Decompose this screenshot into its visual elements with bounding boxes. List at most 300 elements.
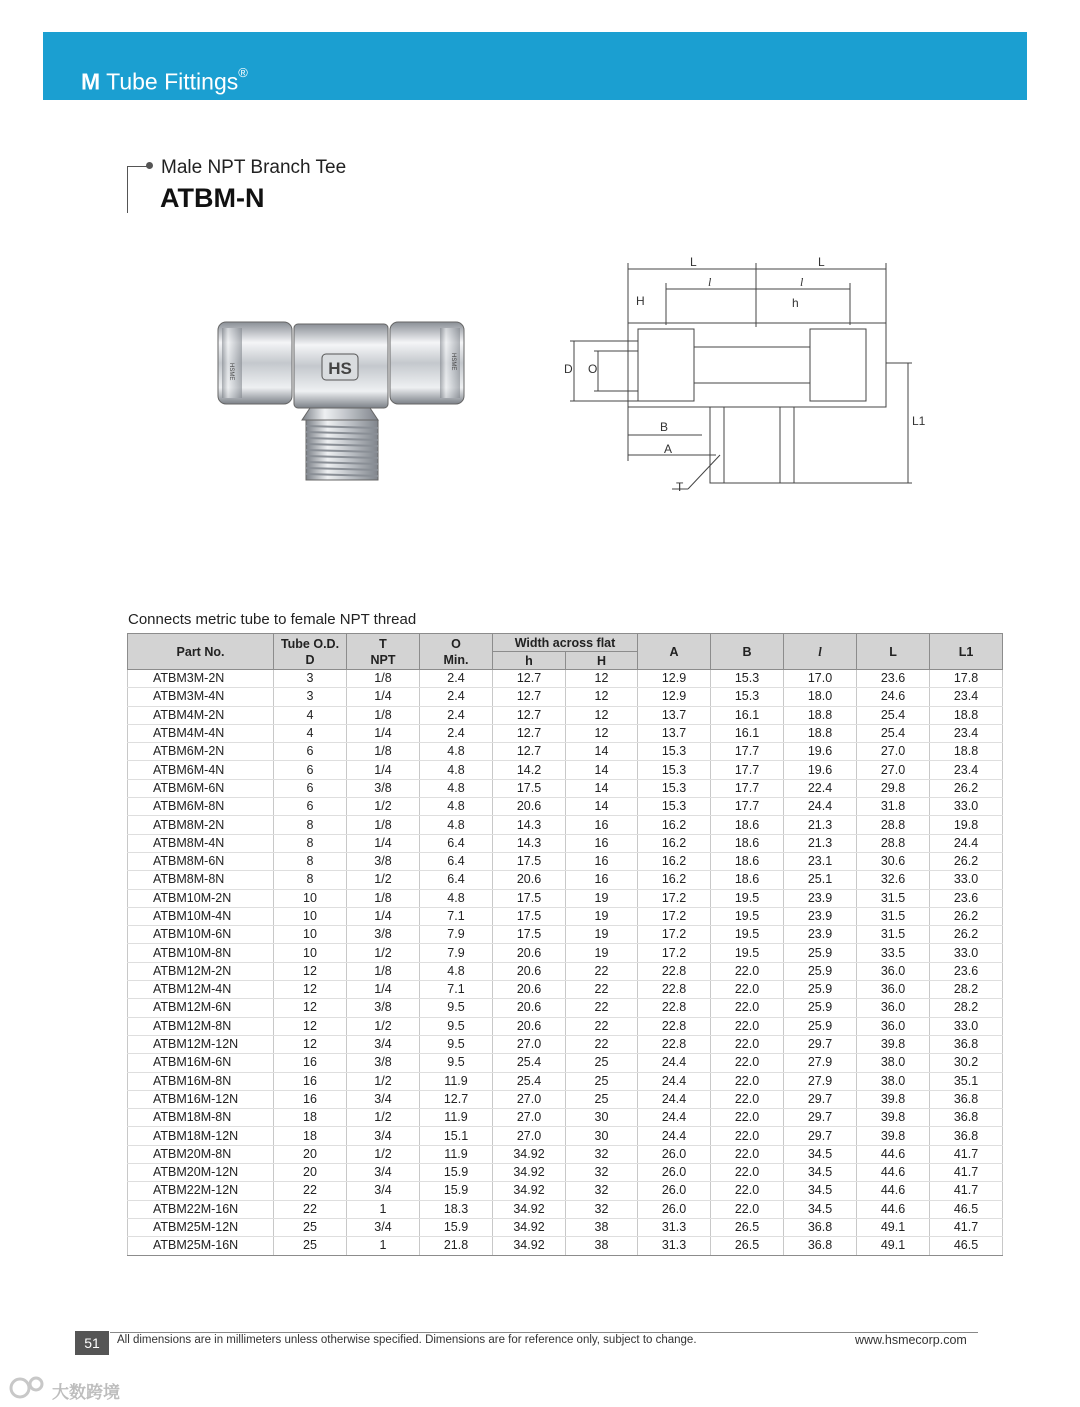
table-cell: 26.2 <box>930 779 1003 797</box>
table-cell: 1/8 <box>347 670 420 688</box>
footer-url: www.hsmecorp.com <box>855 1333 967 1347</box>
photo-marking-left: HSME <box>228 363 234 381</box>
table-cell: 22.0 <box>711 1145 784 1163</box>
table-cell: 16.1 <box>711 724 784 742</box>
table-cell: 29.7 <box>784 1090 857 1108</box>
table-cell: 23.9 <box>784 907 857 925</box>
table-cell: 26.2 <box>930 926 1003 944</box>
table-cell: 27.9 <box>784 1054 857 1072</box>
table-cell: 24.4 <box>784 798 857 816</box>
table-cell: 22.8 <box>638 1017 711 1035</box>
table-cell: 17.7 <box>711 779 784 797</box>
part-number-cell: ATBM16M-8N <box>128 1072 274 1090</box>
table-cell: 11.9 <box>420 1109 493 1127</box>
table-cell: 6 <box>274 798 347 816</box>
table-caption: Connects metric tube to female NPT thread <box>128 611 417 628</box>
table-cell: 24.6 <box>857 688 930 706</box>
table-cell: 3/4 <box>347 1182 420 1200</box>
table-row <box>128 962 1003 980</box>
table-cell: 19.5 <box>711 926 784 944</box>
table-cell: 10 <box>274 889 347 907</box>
spec-table-body <box>128 670 1003 1256</box>
table-cell: 6.4 <box>420 834 493 852</box>
part-number-cell: ATBM3M-4N <box>128 688 274 706</box>
table-cell: 31.3 <box>638 1237 711 1255</box>
drawing-label-H: H <box>636 294 645 308</box>
table-cell: 34.5 <box>784 1145 857 1163</box>
table-cell: 32 <box>566 1182 638 1200</box>
table-cell: 18.8 <box>930 706 1003 724</box>
table-cell: 25.9 <box>784 1017 857 1035</box>
table-cell: 30.2 <box>930 1054 1003 1072</box>
table-cell: 24.4 <box>638 1072 711 1090</box>
table-cell: 14.3 <box>493 816 566 834</box>
col-header-t <box>347 634 420 670</box>
table-cell: 44.6 <box>857 1164 930 1182</box>
table-cell: 31.5 <box>857 889 930 907</box>
table-cell: 2.4 <box>420 688 493 706</box>
table-cell: 19.6 <box>784 761 857 779</box>
title-bracket <box>127 166 148 213</box>
table-cell: 15.3 <box>638 761 711 779</box>
table-cell: 18.0 <box>784 688 857 706</box>
table-row <box>128 779 1003 797</box>
header-title-text: Tube Fittings <box>106 68 239 95</box>
table-row <box>128 1218 1003 1236</box>
table-cell: 23.9 <box>784 926 857 944</box>
table-cell: 36.8 <box>930 1109 1003 1127</box>
part-number-cell: ATBM12M-8N <box>128 1017 274 1035</box>
table-cell: 1 <box>347 1237 420 1255</box>
page-number: 51 <box>75 1331 109 1355</box>
table-cell: 19 <box>566 907 638 925</box>
table-row <box>128 1054 1003 1072</box>
table-cell: 22 <box>274 1200 347 1218</box>
footer-note: All dimensions are in millimeters unless otherwise specified. Dimensions are for reference only, subject to change. <box>117 1334 697 1346</box>
table-cell: 3/8 <box>347 926 420 944</box>
col-header-t-label: T <box>379 636 387 651</box>
table-cell: 18 <box>274 1109 347 1127</box>
table-cell: 25 <box>566 1072 638 1090</box>
table-cell: 22.0 <box>711 1200 784 1218</box>
table-cell: 17.7 <box>711 798 784 816</box>
table-row <box>128 999 1003 1017</box>
table-cell: 19 <box>566 926 638 944</box>
table-cell: 3/8 <box>347 1054 420 1072</box>
table-cell: 25.9 <box>784 981 857 999</box>
table-cell: 25.9 <box>784 944 857 962</box>
table-cell: 20.6 <box>493 981 566 999</box>
table-cell: 27.0 <box>493 1109 566 1127</box>
table-cell: 28.2 <box>930 999 1003 1017</box>
table-cell: 4.8 <box>420 761 493 779</box>
table-cell: 15.3 <box>638 743 711 761</box>
table-cell: 28.2 <box>930 981 1003 999</box>
footer-rule <box>110 1332 978 1333</box>
drawing-label-L1: L1 <box>912 414 926 428</box>
table-cell: 13.7 <box>638 724 711 742</box>
part-number-cell: ATBM10M-8N <box>128 944 274 962</box>
table-cell: 1/8 <box>347 962 420 980</box>
table-cell: 15.9 <box>420 1182 493 1200</box>
table-cell: 25 <box>274 1237 347 1255</box>
table-cell: 11.9 <box>420 1072 493 1090</box>
table-cell: 7.9 <box>420 926 493 944</box>
table-cell: 22 <box>566 999 638 1017</box>
table-cell: 17.5 <box>493 779 566 797</box>
table-cell: 14 <box>566 798 638 816</box>
table-cell: 39.8 <box>857 1109 930 1127</box>
table-cell: 17.7 <box>711 743 784 761</box>
drawing-label-l-right: l <box>800 275 804 289</box>
table-cell: 16 <box>274 1054 347 1072</box>
table-cell: 3 <box>274 688 347 706</box>
part-number-cell: ATBM3M-2N <box>128 670 274 688</box>
table-cell: 23.6 <box>930 889 1003 907</box>
table-cell: 3/4 <box>347 1218 420 1236</box>
table-cell: 39.8 <box>857 1035 930 1053</box>
table-cell: 39.8 <box>857 1127 930 1145</box>
table-row <box>128 761 1003 779</box>
table-cell: 1/8 <box>347 816 420 834</box>
table-cell: 16.2 <box>638 834 711 852</box>
table-cell: 32.6 <box>857 871 930 889</box>
part-number-cell: ATBM12M-6N <box>128 999 274 1017</box>
table-cell: 15.9 <box>420 1164 493 1182</box>
table-cell: 16.2 <box>638 871 711 889</box>
drawing-label-A: A <box>664 442 673 456</box>
table-row <box>128 724 1003 742</box>
table-cell: 12 <box>274 999 347 1017</box>
table-cell: 19 <box>566 889 638 907</box>
table-cell: 25 <box>274 1218 347 1236</box>
part-number-cell: ATBM20M-12N <box>128 1164 274 1182</box>
part-number-cell: ATBM16M-12N <box>128 1090 274 1108</box>
table-cell: 17.2 <box>638 926 711 944</box>
table-cell: 26.5 <box>711 1237 784 1255</box>
table-cell: 2.4 <box>420 706 493 724</box>
table-cell: 1/4 <box>347 761 420 779</box>
part-number-cell: ATBM8M-6N <box>128 852 274 870</box>
table-cell: 20.6 <box>493 999 566 1017</box>
table-cell: 33.0 <box>930 944 1003 962</box>
table-cell: 26.0 <box>638 1164 711 1182</box>
table-cell: 8 <box>274 852 347 870</box>
table-cell: 16 <box>566 834 638 852</box>
table-cell: 28.8 <box>857 834 930 852</box>
photo-marking-right: HSME <box>450 353 456 371</box>
table-cell: 8 <box>274 834 347 852</box>
col-header-tube-od-sub: D <box>305 652 315 667</box>
table-row <box>128 688 1003 706</box>
table-cell: 21.3 <box>784 834 857 852</box>
table-cell: 27.0 <box>493 1127 566 1145</box>
table-cell: 44.6 <box>857 1182 930 1200</box>
table-cell: 25.4 <box>857 706 930 724</box>
table-cell: 16 <box>274 1090 347 1108</box>
table-cell: 22.4 <box>784 779 857 797</box>
table-cell: 22 <box>566 962 638 980</box>
table-cell: 22.0 <box>711 981 784 999</box>
table-cell: 15.3 <box>711 688 784 706</box>
table-cell: 22.0 <box>711 1090 784 1108</box>
table-cell: 4 <box>274 724 347 742</box>
table-cell: 17.2 <box>638 944 711 962</box>
table-cell: 39.8 <box>857 1090 930 1108</box>
table-cell: 25.4 <box>493 1072 566 1090</box>
table-cell: 22.0 <box>711 1182 784 1200</box>
table-cell: 31.5 <box>857 907 930 925</box>
part-number-cell: ATBM6M-6N <box>128 779 274 797</box>
table-cell: 29.7 <box>784 1035 857 1053</box>
table-cell: 33.0 <box>930 871 1003 889</box>
table-cell: 29.8 <box>857 779 930 797</box>
table-cell: 21.3 <box>784 816 857 834</box>
table-cell: 9.5 <box>420 1054 493 1072</box>
table-cell: 9.5 <box>420 1035 493 1053</box>
table-row <box>128 743 1003 761</box>
table-row <box>128 706 1003 724</box>
table-row <box>128 1090 1003 1108</box>
table-cell: 25.4 <box>493 1054 566 1072</box>
table-cell: 22 <box>566 1017 638 1035</box>
table-cell: 12.7 <box>493 706 566 724</box>
drawing-label-D: D <box>564 362 573 376</box>
table-row <box>128 944 1003 962</box>
col-header-b: B <box>711 634 784 670</box>
table-cell: 38 <box>566 1237 638 1255</box>
part-number-cell: ATBM22M-16N <box>128 1200 274 1218</box>
table-cell: 14 <box>566 779 638 797</box>
table-cell: 1/4 <box>347 724 420 742</box>
table-cell: 19.8 <box>930 816 1003 834</box>
table-cell: 1/4 <box>347 981 420 999</box>
table-cell: 3 <box>274 670 347 688</box>
table-row <box>128 1127 1003 1145</box>
part-number-cell: ATBM16M-6N <box>128 1054 274 1072</box>
table-cell: 12 <box>566 706 638 724</box>
table-cell: 12.7 <box>493 724 566 742</box>
part-number-cell: ATBM4M-2N <box>128 706 274 724</box>
table-cell: 34.92 <box>493 1237 566 1255</box>
table-cell: 24.4 <box>638 1054 711 1072</box>
table-cell: 7.9 <box>420 944 493 962</box>
table-cell: 41.7 <box>930 1164 1003 1182</box>
table-cell: 3/4 <box>347 1127 420 1145</box>
table-row <box>128 1145 1003 1163</box>
table-cell: 8 <box>274 816 347 834</box>
table-cell: 2.4 <box>420 670 493 688</box>
table-cell: 46.5 <box>930 1237 1003 1255</box>
product-subtitle: Male NPT Branch Tee <box>161 157 347 178</box>
table-cell: 23.9 <box>784 889 857 907</box>
table-cell: 16 <box>566 816 638 834</box>
col-header-h-small: h <box>493 652 566 670</box>
table-cell: 49.1 <box>857 1237 930 1255</box>
col-header-o <box>420 634 493 670</box>
table-cell: 7.1 <box>420 907 493 925</box>
table-cell: 1/2 <box>347 944 420 962</box>
table-cell: 17.2 <box>638 889 711 907</box>
part-number-cell: ATBM12M-12N <box>128 1035 274 1053</box>
table-cell: 22.0 <box>711 1017 784 1035</box>
table-cell: 24.4 <box>638 1109 711 1127</box>
table-cell: 19.6 <box>784 743 857 761</box>
table-row <box>128 907 1003 925</box>
table-cell: 17.2 <box>638 907 711 925</box>
part-number-cell: ATBM22M-12N <box>128 1182 274 1200</box>
col-header-h-big: H <box>566 652 638 670</box>
table-cell: 32 <box>566 1200 638 1218</box>
photo-logo: HS <box>328 359 352 378</box>
table-cell: 22.0 <box>711 962 784 980</box>
table-cell: 34.92 <box>493 1200 566 1218</box>
product-photo <box>210 308 472 488</box>
table-cell: 23.4 <box>930 688 1003 706</box>
table-cell: 18.6 <box>711 871 784 889</box>
table-cell: 36.0 <box>857 962 930 980</box>
table-cell: 17.5 <box>493 926 566 944</box>
table-cell: 30.6 <box>857 852 930 870</box>
table-cell: 33.5 <box>857 944 930 962</box>
table-cell: 23.6 <box>857 670 930 688</box>
table-cell: 44.6 <box>857 1145 930 1163</box>
drawing-label-O: O <box>588 362 598 376</box>
table-cell: 14 <box>566 743 638 761</box>
table-cell: 6 <box>274 779 347 797</box>
table-row <box>128 1237 1003 1255</box>
table-cell: 38 <box>566 1218 638 1236</box>
col-header-o-label: O <box>451 636 461 651</box>
table-cell: 20.6 <box>493 1017 566 1035</box>
col-header-tube-od-label: Tube O.D. <box>280 636 340 651</box>
table-cell: 12.7 <box>420 1090 493 1108</box>
table-row <box>128 1072 1003 1090</box>
table-row <box>128 1035 1003 1053</box>
table-cell: 3/8 <box>347 779 420 797</box>
table-cell: 35.1 <box>930 1072 1003 1090</box>
table-cell: 36.0 <box>857 1017 930 1035</box>
table-cell: 33.0 <box>930 798 1003 816</box>
table-cell: 1 <box>347 1200 420 1218</box>
table-row <box>128 852 1003 870</box>
table-cell: 24.4 <box>638 1090 711 1108</box>
table-cell: 38.0 <box>857 1072 930 1090</box>
table-cell: 1/4 <box>347 688 420 706</box>
part-number-cell: ATBM12M-4N <box>128 981 274 999</box>
table-cell: 20.6 <box>493 871 566 889</box>
table-cell: 6.4 <box>420 871 493 889</box>
table-cell: 1/2 <box>347 1072 420 1090</box>
table-row <box>128 798 1003 816</box>
table-row <box>128 1182 1003 1200</box>
table-cell: 19.5 <box>711 889 784 907</box>
table-cell: 1/8 <box>347 706 420 724</box>
table-cell: 27.0 <box>493 1090 566 1108</box>
table-cell: 49.1 <box>857 1218 930 1236</box>
table-cell: 7.1 <box>420 981 493 999</box>
table-row <box>128 1017 1003 1035</box>
table-cell: 1/2 <box>347 1017 420 1035</box>
col-header-o-sub: Min. <box>443 652 469 667</box>
table-cell: 4.8 <box>420 816 493 834</box>
table-cell: 26.5 <box>711 1218 784 1236</box>
technical-drawing <box>560 255 930 500</box>
table-cell: 36.8 <box>930 1035 1003 1053</box>
col-header-l-small: l <box>784 634 857 670</box>
table-cell: 15.3 <box>711 670 784 688</box>
header-title <box>81 62 248 97</box>
drawing-label-L-left: L <box>690 255 697 269</box>
table-cell: 18.3 <box>420 1200 493 1218</box>
table-cell: 16.2 <box>638 852 711 870</box>
part-number-cell: ATBM10M-4N <box>128 907 274 925</box>
table-cell: 27.0 <box>857 743 930 761</box>
table-cell: 15.3 <box>638 798 711 816</box>
table-cell: 1/8 <box>347 889 420 907</box>
table-cell: 20.6 <box>493 962 566 980</box>
col-header-a: A <box>638 634 711 670</box>
table-cell: 34.92 <box>493 1164 566 1182</box>
table-cell: 34.92 <box>493 1218 566 1236</box>
part-number-cell: ATBM8M-2N <box>128 816 274 834</box>
table-cell: 25.9 <box>784 999 857 1017</box>
table-cell: 20.6 <box>493 798 566 816</box>
table-cell: 25 <box>566 1054 638 1072</box>
table-cell: 4.8 <box>420 743 493 761</box>
table-cell: 3/4 <box>347 1035 420 1053</box>
table-cell: 1/2 <box>347 871 420 889</box>
table-cell: 22 <box>566 981 638 999</box>
table-cell: 4.8 <box>420 798 493 816</box>
bullet-dot-icon <box>146 162 153 169</box>
table-cell: 36.8 <box>930 1090 1003 1108</box>
table-cell: 1/4 <box>347 907 420 925</box>
table-cell: 3/8 <box>347 852 420 870</box>
table-cell: 3/4 <box>347 1090 420 1108</box>
table-cell: 38.0 <box>857 1054 930 1072</box>
table-cell: 12.9 <box>638 688 711 706</box>
table-cell: 22 <box>274 1182 347 1200</box>
col-header-part-no: Part No. <box>128 634 274 670</box>
table-cell: 14.2 <box>493 761 566 779</box>
col-header-l1: L1 <box>930 634 1003 670</box>
table-cell: 20 <box>274 1164 347 1182</box>
table-cell: 34.5 <box>784 1182 857 1200</box>
part-number-cell: ATBM18M-12N <box>128 1127 274 1145</box>
table-cell: 22.0 <box>711 1164 784 1182</box>
table-cell: 18.8 <box>930 743 1003 761</box>
table-cell: 26.0 <box>638 1200 711 1218</box>
col-header-t-sub: NPT <box>370 652 396 667</box>
table-cell: 34.92 <box>493 1145 566 1163</box>
table-cell: 29.7 <box>784 1109 857 1127</box>
table-cell: 13.7 <box>638 706 711 724</box>
table-cell: 30 <box>566 1109 638 1127</box>
table-cell: 23.4 <box>930 761 1003 779</box>
table-row <box>128 889 1003 907</box>
table-cell: 1/2 <box>347 1145 420 1163</box>
table-cell: 25.9 <box>784 962 857 980</box>
part-number-cell: ATBM4M-4N <box>128 724 274 742</box>
table-cell: 23.1 <box>784 852 857 870</box>
table-cell: 1/4 <box>347 834 420 852</box>
table-cell: 22.0 <box>711 1054 784 1072</box>
table-cell: 22.8 <box>638 1035 711 1053</box>
table-cell: 4.8 <box>420 889 493 907</box>
table-cell: 24.4 <box>930 834 1003 852</box>
table-cell: 12.7 <box>493 688 566 706</box>
